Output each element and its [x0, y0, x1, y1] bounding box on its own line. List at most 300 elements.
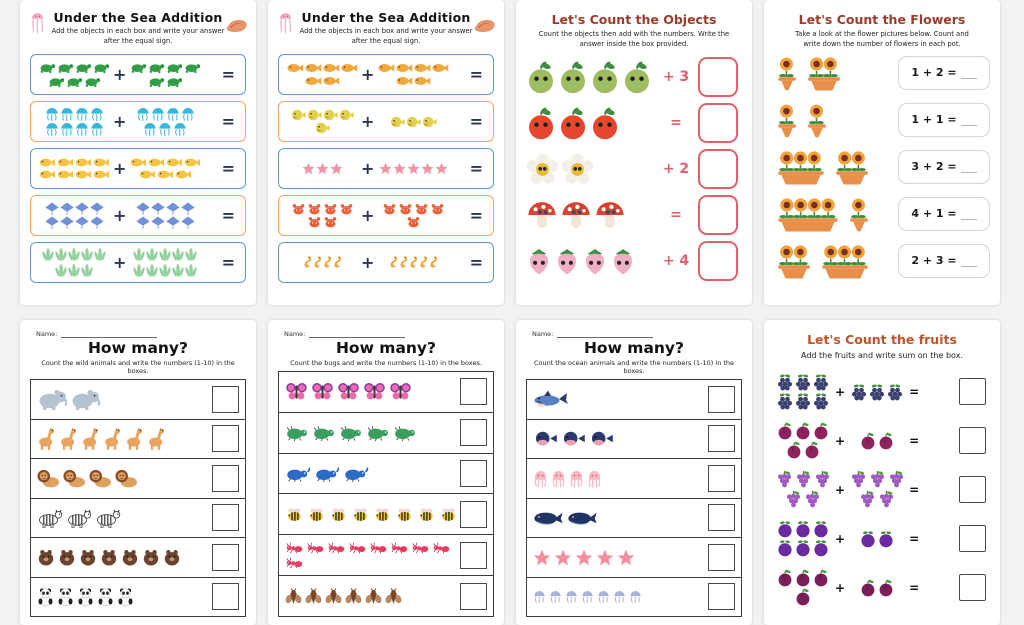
equation-box: [898, 244, 990, 278]
turtle-icon: [148, 75, 165, 88]
count-row: [31, 578, 245, 617]
plus-sign: +: [835, 433, 846, 448]
jellyfish-icon: [45, 107, 59, 121]
equals-sign: =: [469, 158, 483, 178]
plus-sign: +: [113, 111, 127, 131]
seaweed-icon: [42, 247, 54, 262]
flower-row: [774, 190, 990, 237]
seahorse-icon: [399, 255, 408, 270]
stingray-icon: [75, 216, 89, 229]
fish-icon: [157, 169, 174, 180]
jellyfish-icon: [136, 107, 150, 121]
seaweed-icon: [55, 263, 67, 278]
seaweed-icon: [172, 263, 184, 278]
pufferfish-icon: [291, 109, 306, 121]
count-row: [279, 413, 493, 454]
grapes-icon: [804, 490, 821, 509]
strawberry-icon: [554, 247, 580, 276]
item-group-right: [129, 107, 201, 136]
worksheet-card-how-many[interactable]: [20, 320, 256, 625]
beetle-icon: [285, 424, 309, 441]
mangosteen-icon: [878, 530, 894, 548]
addition-row: [278, 54, 494, 95]
count-row: [31, 420, 245, 460]
item-group-right: [377, 162, 449, 175]
item-group-left: [774, 569, 832, 606]
turtle-icon: [93, 61, 110, 74]
mushroom-icon: [560, 200, 592, 230]
worksheet-card-how-many[interactable]: [268, 320, 504, 625]
count-row: [527, 380, 741, 420]
worksheet-header: [30, 8, 246, 48]
count-row: [527, 538, 741, 578]
turtle-icon: [48, 75, 65, 88]
name-label: Name:: [36, 330, 58, 338]
seahorse-icon: [313, 255, 322, 270]
fish-icon: [93, 169, 110, 180]
count-row: [31, 499, 245, 539]
worksheet-card-count-objects[interactable]: [516, 0, 752, 305]
mushroom-icon: [594, 200, 626, 230]
count-row: [279, 454, 493, 495]
plus-sign: +: [361, 111, 375, 131]
daisy-icon: [526, 153, 559, 186]
name-field: [526, 328, 742, 338]
panda-icon: [117, 587, 134, 606]
dark-plum-icon: [813, 569, 829, 587]
worksheet-card-how-many[interactable]: [516, 320, 752, 625]
worksheet-card-count-fruits[interactable]: [764, 320, 1000, 625]
fish-icon: [75, 157, 92, 168]
item-group-right: [848, 432, 906, 450]
name-label: Name:: [532, 330, 554, 338]
bear-icon: [37, 548, 55, 566]
answer-box: [212, 504, 239, 531]
answer-box: [708, 465, 735, 492]
plus-sign: +: [113, 158, 127, 178]
mangosteen-icon: [813, 539, 829, 557]
zebra-icon: [66, 508, 92, 528]
equals-sign: =: [469, 252, 483, 272]
mangosteen-icon: [813, 520, 829, 538]
stingray-icon: [60, 202, 74, 215]
plum-icon: [860, 432, 876, 450]
blackberry-icon: [813, 373, 829, 391]
answer-box: [460, 460, 487, 487]
addition-row: [278, 195, 494, 236]
plum-icon: [813, 422, 829, 440]
turtle-icon: [166, 75, 183, 88]
grapes-icon: [869, 470, 886, 489]
equals-sign: =: [909, 580, 920, 595]
name-line: [61, 330, 157, 338]
seaweed-icon: [133, 247, 145, 262]
addition-row: [30, 101, 246, 142]
green-apple-icon: [590, 61, 620, 94]
worksheet-title: How many?: [87, 339, 189, 357]
item-group-left: [286, 162, 358, 175]
answer-box: [959, 378, 986, 405]
item-group: [533, 389, 708, 409]
starfish-icon: [617, 549, 635, 566]
name-line: [557, 330, 653, 338]
flower-pot-icon: [806, 102, 828, 138]
jellyfish-icon: [45, 122, 59, 136]
pufferfish-navy-icon: [561, 431, 586, 446]
plus-sign: +: [835, 482, 846, 497]
ant-icon: [285, 542, 303, 554]
count-add-row: [526, 54, 742, 100]
item-group: [37, 587, 212, 606]
item-group-left: [286, 62, 358, 87]
equation-box: [898, 197, 990, 231]
item-group: [533, 469, 708, 488]
seahorse-icon: [409, 255, 418, 270]
answer-box: [959, 476, 986, 503]
flower-row: [774, 237, 990, 284]
item-group-right: [129, 202, 201, 229]
beetle-icon: [312, 424, 336, 441]
whale-icon: [533, 509, 564, 526]
bear-icon: [163, 548, 181, 566]
jellyfish-icon: [75, 107, 89, 121]
blackberry-icon: [851, 383, 867, 401]
flower-pot-icon: [834, 149, 870, 185]
mangosteen-icon: [795, 520, 811, 538]
flower-pot-group: [774, 55, 898, 91]
turtle-icon: [66, 75, 83, 88]
answer-box: [698, 57, 738, 97]
mushroom-icon: [526, 200, 558, 230]
item-group: [285, 465, 460, 482]
octopus-icon: [533, 469, 548, 488]
goldfish-icon: [341, 62, 358, 74]
worksheet-title: Under the Sea Addition: [53, 10, 223, 25]
goldfish-icon: [323, 75, 340, 87]
worksheet-subtitle: Count the bugs and write the numbers (1-10) in the boxes.: [290, 359, 482, 367]
jellyfish-icon: [597, 588, 610, 605]
addition-row: [278, 101, 494, 142]
fly-icon: [305, 588, 322, 605]
equation-label: 4 + 1 =: [911, 207, 957, 221]
jellyfish-icon: [629, 588, 642, 605]
ant-icon: [369, 542, 387, 554]
item-group-left: [774, 520, 832, 557]
equals-sign: =: [221, 205, 235, 225]
mangosteen-icon: [860, 530, 876, 548]
worksheet-title: Let's Count the fruits: [807, 332, 957, 347]
crab-icon: [398, 203, 413, 215]
blackberry-icon: [777, 392, 793, 410]
fish-icon: [130, 157, 147, 168]
addition-row: [30, 148, 246, 189]
equals-sign: =: [221, 64, 235, 84]
seahorse-icon: [333, 255, 342, 270]
fly-icon: [345, 588, 362, 605]
plus-sign: +: [113, 205, 127, 225]
answer-box: [212, 386, 239, 413]
goldfish-icon: [378, 62, 395, 74]
item-group-left: [774, 470, 832, 509]
item-group: [526, 200, 658, 230]
item-group: [526, 153, 658, 186]
elephant-icon: [37, 388, 67, 410]
crab-icon: [339, 203, 354, 215]
bee-icon: [395, 507, 414, 522]
flower-pot-icon: [776, 243, 812, 279]
worksheet-title: Under the Sea Addition: [301, 10, 471, 25]
equation-label: 1 + 1 =: [911, 113, 957, 127]
goldfish-icon: [396, 62, 413, 74]
goldfish-icon: [396, 75, 413, 87]
starfish-icon: [302, 162, 315, 175]
item-group-right: [848, 579, 906, 597]
lion-icon: [63, 469, 86, 488]
grapes-icon: [878, 490, 895, 509]
starfish-icon: [393, 162, 406, 175]
stingray-icon: [181, 202, 195, 215]
fish-icon: [184, 157, 201, 168]
plum-icon: [804, 441, 820, 459]
bee-icon: [285, 507, 304, 522]
blackberry-icon: [813, 392, 829, 410]
starfish-icon: [407, 162, 420, 175]
answer-box: [698, 241, 738, 281]
bee-icon: [373, 507, 392, 522]
crab-icon: [382, 203, 397, 215]
bee-icon: [351, 507, 370, 522]
giraffe-icon: [59, 427, 78, 451]
stingray-icon: [136, 216, 150, 229]
equation-label: 2 + 3 =: [911, 254, 957, 268]
answer-box: [698, 103, 738, 143]
answer-box: [708, 386, 735, 413]
lion-icon: [115, 469, 138, 488]
plus-sign: +: [835, 384, 846, 399]
equation-box: [898, 56, 990, 90]
dark-plum-icon: [795, 569, 811, 587]
plum-icon: [777, 422, 793, 440]
green-apple-icon: [526, 61, 556, 94]
flower-pot-icon: [848, 196, 870, 232]
bee-icon: [329, 507, 348, 522]
goldfish-icon: [432, 62, 449, 74]
worksheet-subtitle: Add the objects in each box and write your answer after the equal sign.: [299, 27, 473, 45]
equals-sign: =: [909, 531, 920, 546]
item-group: [285, 542, 460, 569]
addition-row: [30, 54, 246, 95]
turtle-icon: [166, 61, 183, 74]
blackberry-icon: [869, 383, 885, 401]
flower-row: [774, 96, 990, 143]
pufferfish-icon: [307, 109, 322, 121]
item-group: [526, 107, 658, 140]
answer-box: [212, 544, 239, 571]
flower-pot-group: [774, 243, 898, 279]
item-group-right: [129, 247, 201, 278]
jellyfish-icon: [30, 11, 45, 34]
answer-box: [460, 583, 487, 610]
stingray-icon: [151, 202, 165, 215]
seaweed-icon: [159, 247, 171, 262]
count-add-row: [526, 146, 742, 192]
green-apple-icon: [622, 61, 652, 94]
item-group: [526, 247, 658, 276]
seaweed-icon: [55, 247, 67, 262]
mangosteen-icon: [795, 539, 811, 557]
seaweed-icon: [146, 247, 158, 262]
operator-label: + 4: [662, 253, 690, 270]
flower-pot-icon: [776, 102, 798, 138]
blackberry-icon: [795, 373, 811, 391]
count-row: [527, 459, 741, 499]
elephant-icon: [70, 388, 100, 410]
operator-label: =: [670, 207, 682, 224]
ant-icon: [348, 542, 366, 554]
lion-icon: [89, 469, 112, 488]
butterfly-icon: [389, 382, 412, 401]
crab-icon: [414, 203, 429, 215]
plum-icon: [795, 422, 811, 440]
green-apple-icon: [558, 61, 588, 94]
crab-icon: [323, 203, 338, 215]
worksheet-card-sea-addition[interactable]: [268, 0, 504, 305]
answer-blank: [961, 161, 977, 173]
ant-icon: [306, 542, 324, 554]
item-group-right: [377, 62, 449, 87]
fruit-add-row: [774, 563, 990, 612]
item-group-left: [38, 61, 110, 88]
jellyfish-icon: [75, 122, 89, 136]
crab-icon: [323, 216, 338, 228]
blackberry-icon: [887, 383, 903, 401]
count-add-row: [526, 238, 742, 284]
fruit-add-row: [774, 465, 990, 514]
item-group: [526, 61, 658, 94]
turtle-icon: [84, 75, 101, 88]
count-row: [279, 372, 493, 413]
giraffe-icon: [147, 427, 166, 451]
jellyfish-icon: [173, 122, 187, 136]
addition-row: [278, 148, 494, 189]
seaweed-icon: [81, 247, 93, 262]
fruit-add-row: [774, 367, 990, 416]
jellyfish-icon: [158, 122, 172, 136]
seahorse-icon: [323, 255, 332, 270]
beetle-icon: [366, 424, 390, 441]
item-group-left: [774, 422, 832, 459]
dark-plum-icon: [860, 579, 876, 597]
grapes-icon: [776, 470, 793, 489]
worksheet-subtitle: Add the fruits and write sum on the box.: [801, 351, 963, 360]
giraffe-icon: [37, 427, 56, 451]
addition-row: [30, 195, 246, 236]
crab-icon: [291, 203, 306, 215]
answer-box: [708, 583, 735, 610]
strawberry-icon: [610, 247, 636, 276]
item-group: [533, 431, 708, 446]
jellyfish-icon: [581, 588, 594, 605]
answer-box: [698, 149, 738, 189]
goldfish-icon: [305, 75, 322, 87]
worksheet-subtitle: Add the objects in each box and write your answer after the equal sign.: [51, 27, 225, 45]
pufferfish-icon: [390, 116, 405, 128]
seahorse-icon: [429, 255, 438, 270]
equation-box: [898, 150, 990, 184]
plus-sign: +: [361, 252, 375, 272]
jellyfish-icon: [60, 122, 74, 136]
stingray-icon: [90, 216, 104, 229]
equals-sign: =: [909, 433, 920, 448]
stingray-icon: [136, 202, 150, 215]
seaweed-icon: [94, 247, 106, 262]
item-group-left: [38, 107, 110, 136]
jellyfish-icon: [565, 588, 578, 605]
count-row: [31, 380, 245, 420]
item-group-left: [286, 109, 358, 134]
equals-sign: =: [469, 111, 483, 131]
count-row: [279, 494, 493, 535]
goldfish-icon: [305, 62, 322, 74]
item-group-left: [38, 157, 110, 180]
grapes-icon: [785, 490, 802, 509]
item-group: [533, 549, 708, 566]
answer-blank: [961, 114, 977, 126]
butterfly-icon: [337, 382, 360, 401]
equation-label: 3 + 2 =: [911, 160, 957, 174]
item-group-right: [848, 383, 906, 401]
worksheet-subtitle: Count the objects then add with the numbers. Write the answer inside the box provided.: [538, 30, 730, 48]
flower-row: [774, 49, 990, 96]
answer-box: [698, 195, 738, 235]
count-row: [279, 576, 493, 616]
plus-sign: +: [835, 531, 846, 546]
starfish-icon: [575, 549, 593, 566]
answer-blank: [961, 208, 977, 220]
butterfly-icon: [363, 382, 386, 401]
worksheet-title: How many?: [583, 339, 685, 357]
answer-box: [959, 525, 986, 552]
beetle-icon: [393, 424, 417, 441]
item-group-right: [377, 203, 449, 228]
fish-icon: [166, 157, 183, 168]
operator-label: + 2: [662, 161, 690, 178]
stingray-icon: [166, 216, 180, 229]
operator-label: =: [670, 115, 682, 132]
count-row: [31, 459, 245, 499]
grapes-icon: [888, 470, 905, 489]
name-field: [30, 328, 246, 338]
starfish-icon: [316, 162, 329, 175]
grapes-icon: [795, 470, 812, 489]
item-group-left: [286, 203, 358, 228]
turtle-icon: [148, 61, 165, 74]
equals-sign: =: [909, 384, 920, 399]
equals-sign: =: [469, 64, 483, 84]
equals-sign: =: [469, 205, 483, 225]
bear-icon: [100, 548, 118, 566]
fish-icon: [175, 169, 192, 180]
worksheet-card-count-flowers[interactable]: [764, 0, 1000, 305]
worksheet-card-sea-addition[interactable]: [20, 0, 256, 305]
jellyfish-icon: [90, 122, 104, 136]
goldfish-icon: [323, 62, 340, 74]
jellyfish-icon: [549, 588, 562, 605]
worksheet-header: [278, 8, 494, 48]
fly-icon: [325, 588, 342, 605]
item-group-right: [129, 61, 201, 88]
goldfish-icon: [414, 75, 431, 87]
